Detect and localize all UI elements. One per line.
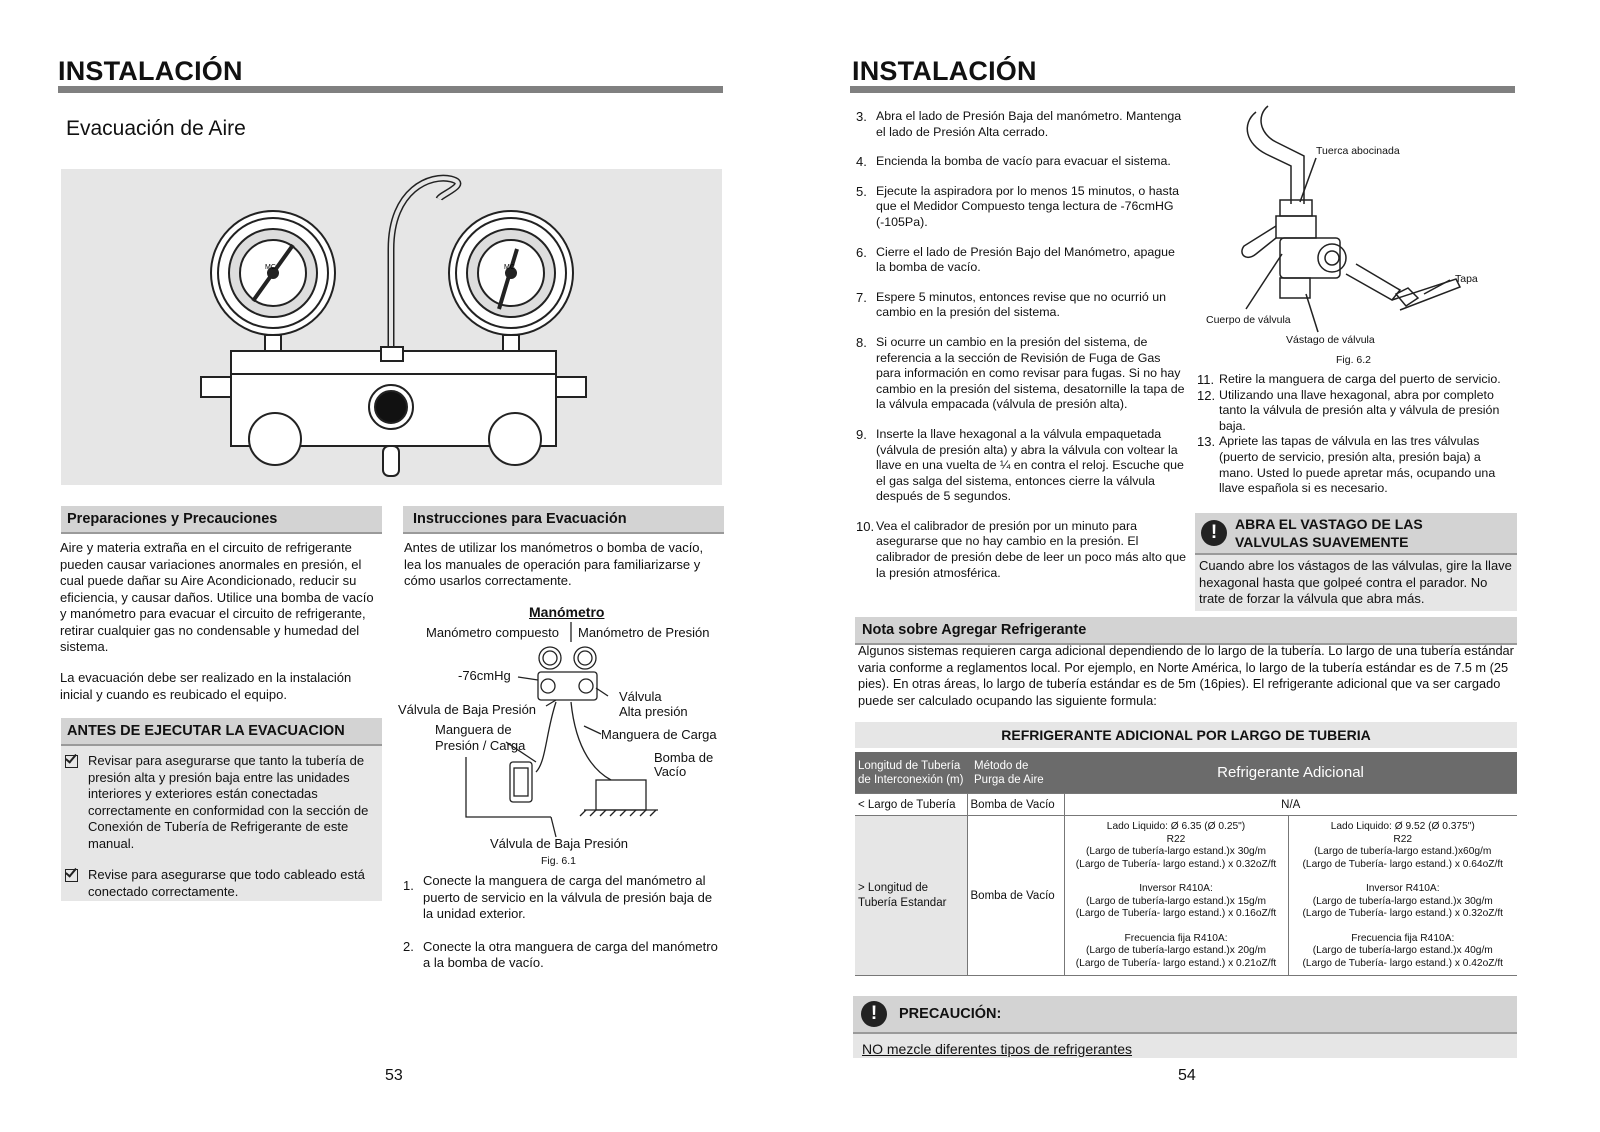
step-number: 8. — [856, 334, 867, 350]
precaucion-header — [853, 996, 1517, 1034]
step-item — [856, 154, 1186, 170]
step-item — [403, 873, 725, 923]
cell-line: R22 — [1393, 833, 1413, 845]
label-cuerpo-valvula: Cuerpo de válvula — [1206, 314, 1291, 326]
step-item — [856, 184, 1186, 231]
step-number: 9. — [856, 426, 867, 442]
page-title-left: INSTALACIÓN — [58, 56, 243, 86]
step-number: 10. — [856, 518, 875, 534]
warning-box — [1195, 513, 1517, 611]
figure-caption: Fig. 6.1 — [541, 855, 577, 867]
label-bomba-2: Vacío — [654, 764, 687, 779]
step-number: 2. — [403, 938, 414, 954]
label-manguera-carga: Manguera de Carga — [601, 727, 717, 742]
cell-line: Frecuencia fija R410A: — [1351, 932, 1455, 944]
instr-section-header: Instrucciones para Evacuación — [403, 506, 724, 534]
step-text: Retire la manguera de carga del puerto de servicio. — [1219, 372, 1501, 386]
label-valvula-baja-bottom: Válvula de Baja Presión — [490, 836, 629, 851]
liquid-side-cell-a — [1064, 816, 1288, 976]
cell-line: Lado Liquido: Ø 6.35 (Ø 0.25") — [1106, 821, 1246, 832]
label-bomba-1: Bomba de — [654, 750, 714, 765]
cell-line: (Largo de Tubería- largo estand.) x 0.21oZ/ft — [1075, 957, 1277, 969]
label-cmhg: -76cmHg — [458, 668, 511, 683]
step-number: 4. — [856, 154, 867, 170]
cell-line: (Largo de Tubería- largo estand.) x 0.42oZ/ft — [1302, 957, 1503, 969]
step-text: Conecte la otra manguera de carga del manómetro a la bomba de vacío. — [423, 938, 718, 970]
checklist-text: Revise para asegurarse que todo cableado está conectado correctamente. — [88, 867, 365, 899]
cell-line: (Largo de tubería-largo estand.)x 30g/m — [1085, 846, 1267, 857]
antes-header: ANTES DE EJECUTAR LA EVACUACION — [61, 718, 382, 746]
warning-title-line-1: ABRA EL VASTAGO DE LAS — [1235, 516, 1423, 532]
cell-line: (Largo de Tubería- largo estand.) x 0.16oZ/ft — [1075, 908, 1277, 919]
svg-text:MC: MC — [265, 264, 276, 271]
cell-line: Inversor R410A: — [1139, 883, 1213, 894]
nota-text: Algunos sistemas requieren carga adicional dependiendo de lo largo de la tubería. Lo largo de una tubería estándar varia conforme a reglamentos local. Por ejemplo, en Norte América, lo largo de la tubería estándar es de 7.5 m (25 pies). En otras áreas, lo largo de tubería estándar es de 5m (16pies). El refrigerante adicional que va ser cargado puede ser calculado ocupando las siguiente formula: — [858, 643, 1514, 708]
checklist-text: Revisar para asegurarse que tanto la tubería de presión alta y presión baja entre las unidades interiores y exteriores están conectadas correctamente en conformidad con la sección de Conexión de Tubería de Refrigerante de este manual. — [88, 753, 369, 851]
refrigerant-table — [855, 752, 1517, 976]
cell-line: (Largo de tubería-largo estand.)x 30g/m — [1312, 895, 1493, 907]
label-manguera-presion-1: Manguera de — [435, 722, 512, 737]
step-text: Ejecute la aspiradora por lo menos 15 minutos, o hasta que el Medidor Compuesto tenga lectura de -76cmHG (-105Pa). — [876, 183, 1180, 229]
right-steps-2 — [1197, 372, 1515, 497]
page-number-left: 53 — [385, 1067, 403, 1084]
checkbox-icon — [65, 869, 78, 882]
cell-line: (Largo de Tubería- largo estand.) x 0.32oZ/ft — [1302, 908, 1503, 919]
precaucion-text: NO mezcle diferentes tipos de refrigerantes — [862, 1041, 1133, 1057]
section-subtitle: Evacuación de Aire — [66, 117, 246, 140]
right-steps — [856, 109, 1186, 581]
checklist-item — [61, 867, 382, 900]
antes-box — [61, 718, 382, 901]
table-header-refrigerante: Refrigerante Adicional — [1217, 764, 1364, 781]
step-text: Apriete las tapas de válvula en las tres válvulas (puerto de servicio, presión alta, presión baja) a mano. Usted lo puede apretar más, ocupando una llave española si es necesario. — [1219, 434, 1496, 496]
prep-paragraph-2: La evacuación debe ser realizado en la instalación inicial y cuando es reubicado el equipo. — [60, 670, 352, 702]
step-text: Vea el calibrador de presión por un minuto para asegurarse que no hay cambio en la presión. El calibrador de presión debe de leer un poco más alto que la presión atmosférica. — [876, 518, 1186, 580]
precaucion-box — [853, 996, 1517, 1058]
label-valvula-alta-2: Alta presión — [619, 704, 688, 719]
manifold-gauge-figure — [61, 169, 722, 485]
label-vastago-valvula: Vástago de válvula — [1286, 334, 1375, 346]
step-text: Utilizando una llave hexagonal, abra por completo tanto la válvula de presión alta y válvula de presión baja. — [1219, 387, 1500, 433]
caution-icon: ! — [861, 1001, 887, 1027]
refrigerant-table-title: REFRIGERANTE ADICIONAL POR LARGO DE TUBERIA — [855, 722, 1517, 748]
prep-section-header: Preparaciones y Precauciones — [61, 506, 382, 534]
svg-text:MC: MC — [504, 264, 515, 271]
step-text: Abra el lado de Presión Baja del manómetro. Mantenga el lado de Presión Alta cerrado. — [876, 109, 1182, 139]
title-rule-right — [850, 86, 1515, 93]
cell-line: R22 — [1166, 833, 1186, 845]
table-cell: Bomba de Vacío — [967, 794, 1064, 816]
label-manometro-compuesto: Manómetro compuesto — [426, 625, 559, 640]
cell-line: (Largo de Tubería- largo estand.) x 0.32oZ/ft — [1075, 858, 1277, 870]
cell-line: (Largo de Tubería- largo estand.) x 0.64oZ/ft — [1302, 858, 1503, 870]
label-manometro-presion: Manómetro de Presión — [578, 625, 710, 640]
cell-line: Inversor R410A: — [1365, 883, 1440, 894]
label-valvula-baja: Válvula de Baja Presión — [398, 702, 537, 717]
warning-title-line-2: VALVULAS SUAVEMENTE — [1235, 534, 1409, 550]
table-cell: Bomba de Vacío — [967, 816, 1064, 976]
step-number: 3. — [856, 109, 867, 124]
nota-section-header: Nota sobre Agregar Refrigerante — [855, 617, 1517, 645]
table-cell: > Longitud de Tubería Estandar — [855, 816, 967, 976]
step-number: 11. — [1197, 372, 1215, 387]
step-item — [403, 939, 725, 972]
page-title-right: INSTALACIÓN — [852, 56, 1037, 86]
liquid-side-cell-b — [1288, 816, 1517, 976]
label-manguera-presion-2: Presión / Carga — [435, 738, 526, 753]
label-tuerca-abocinada: Tuerca abocinada — [1316, 145, 1400, 157]
step-text: Conecte la manguera de carga del manómetro al puerto de servicio en la válvula de presión baja de la unidad exterior. — [423, 873, 713, 921]
step-item — [1197, 388, 1515, 435]
step-item — [856, 427, 1186, 505]
warning-header — [1195, 513, 1517, 555]
cell-line: (Largo de tubería-largo estand.)x 20g/m — [1085, 945, 1267, 956]
step-item — [856, 519, 1186, 581]
page-number-right: 54 — [1178, 1067, 1196, 1084]
step-item — [856, 245, 1186, 276]
manometer-line-art — [396, 602, 726, 874]
checklist-item — [61, 753, 382, 852]
step-item — [856, 290, 1186, 321]
cell-line: (Largo de tubería-largo estand.)x 40g/m — [1312, 945, 1493, 956]
cell-line: (Largo de tubería-largo estand.)x 15g/m — [1085, 895, 1267, 907]
step-number: 1. — [403, 878, 414, 893]
instr-intro: Antes de utilizar los manómetros o bomba de vacío, lea los manuales de operación para familiarizarse y cómo usarlos correctamente. — [404, 540, 704, 588]
step-item — [856, 335, 1186, 413]
table-header-metodo: Método de Purga de Aire — [974, 759, 1044, 786]
prep-paragraph-1: Aire y materia extraña en el circuito de refrigerante pueden causar variaciones anormales en presión, el cual puede dañar su Aire Acondicionado, reducir su eficiencia, y causar daños. Utilice una bomba de vacío y manómetro para evacuar el circuito de refrigerante, retirar cualquier gas no condensable y humedad del sistema. — [60, 540, 374, 654]
label-tapa: Tapa — [1455, 273, 1478, 285]
table-header-longitud: Longitud de Tubería de Interconexión (m) — [858, 759, 964, 786]
refrigerant-table-body — [855, 793, 1517, 976]
step-number: 6. — [856, 244, 867, 260]
valve-line-art — [1196, 104, 1516, 370]
manometer-diagram — [396, 602, 726, 874]
left-steps — [403, 873, 725, 972]
figure-caption: Fig. 6.2 — [1336, 354, 1372, 366]
step-number: 7. — [856, 289, 867, 305]
step-item — [1197, 372, 1515, 388]
table-cell: N/A — [1064, 794, 1517, 816]
label-valvula-alta-1: Válvula — [619, 689, 662, 704]
step-number: 13. — [1197, 434, 1216, 450]
title-rule-left — [58, 86, 723, 93]
cell-line: Lado Liquido: Ø 9.52 (Ø 0.375") — [1330, 821, 1475, 832]
valve-figure — [1196, 104, 1516, 370]
step-text: Encienda la bomba de vacío para evacuar el sistema. — [876, 154, 1171, 169]
step-item — [856, 109, 1186, 140]
step-number: 12. — [1197, 387, 1216, 403]
cell-line: Frecuencia fija R410A: — [1124, 932, 1228, 944]
step-text: Si ocurre un cambio en la presión del sistema, de referencia a la sección de Revisión de Fuga de Gas para información en como revisar para fugas. Si no hay cambio en la presión del sistema, desatornille la tapa de la válvula empacada (válvula de presión alta). — [876, 334, 1185, 412]
step-item — [1197, 434, 1515, 496]
warning-text: Cuando abre los vástagos de las válvulas, gire la llave hexagonal hasta que golpeé contra el parador. No trate de forzar la válvula que abra más. — [1199, 558, 1512, 606]
step-text: Cierre el lado de Presión Bajo del Manómetro, apague la bomba de vacío. — [876, 244, 1175, 275]
precaucion-title: PRECAUCIÓN: — [899, 1006, 1002, 1022]
manifold-gauge-illustration — [61, 169, 722, 485]
manometer-title: Manómetro — [529, 604, 605, 620]
warning-icon: ! — [1201, 520, 1227, 546]
step-text: Inserte la llave hexagonal a la válvula empaquetada (válvula de presión alta) y abra la válvula con voltear la llave en una vuelta de ¼ en contra el reloj. Escuche que el gas salga del sistema, entonces cierre la válvula después de 5 segundos. — [876, 426, 1184, 504]
table-cell: < Largo de Tubería — [855, 794, 967, 816]
step-text: Espere 5 minutos, entonces revise que no ocurrió un cambio en la presión del sistema. — [876, 289, 1166, 320]
checkbox-icon — [65, 755, 78, 768]
step-number: 5. — [856, 183, 867, 199]
cell-line: (Largo de tubería-largo estand.)x60g/m — [1314, 846, 1492, 857]
